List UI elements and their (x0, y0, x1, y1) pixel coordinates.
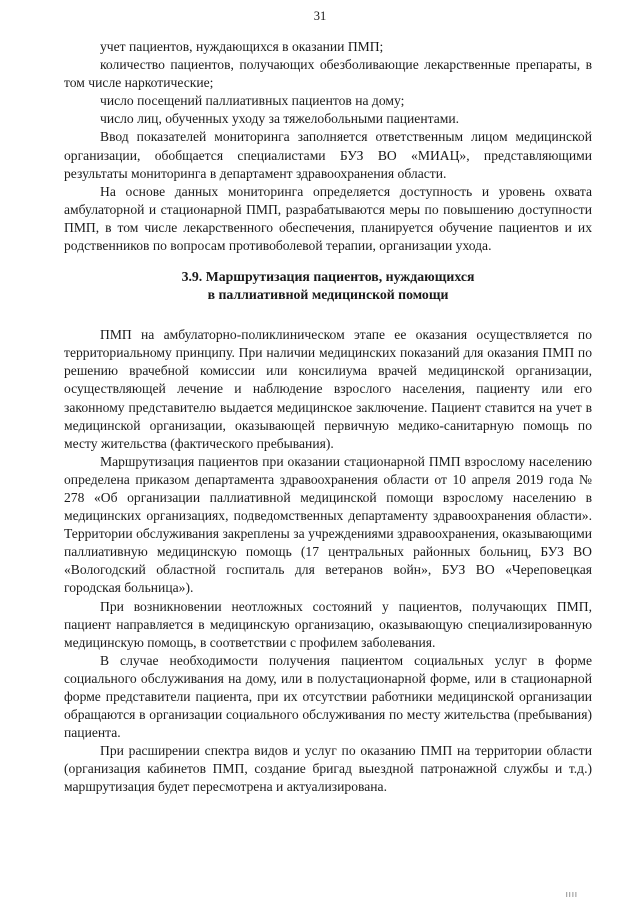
paragraph: Ввод показателей мониторинга заполняется ответственным лицом медицинской организации, обобщается специалистами БУЗ ВО «МИАЦ», представляющими результаты мониторинга в департамент здравоохранения области. (64, 129, 592, 181)
section-heading-line: 3.9. Маршрутизация пациентов, нуждающихся (181, 269, 475, 285)
paragraph: На основе данных мониторинга определяется доступность и уровень охвата амбулаторной и стационарной ПМП, разрабатываются меры по повышению доступности ПМП, в том числе лекарственного обеспечения, планируется обучение пациентов и их родственников по вопросам противоболевой терапии, организации ухода. (64, 183, 592, 254)
scan-mark: IIII (565, 891, 578, 899)
page-number: 31 (313, 9, 327, 23)
paragraph: При расширении спектра видов и услуг по оказанию ПМП на территории области (организация кабинетов ПМП, создание бригад выездной патронажной службы и т.д.) маршрутизация будет пересмотрена и актуализирована. (64, 743, 592, 795)
paragraph: В случае необходимости получения пациентом социальных услуг в форме социального обслуживания на дому, или в полустационарной форме, или в стационарной форме представители пациента, при их отсутствии работники медицинской организации обращаются в организации социального обслуживания по месту жительства (пребывания) пациента. (64, 652, 592, 741)
paragraph: При возникновении неотложных состояний у пациентов, получающих ПМП, пациент направляется в медицинскую организацию, оказывающую специализированную медицинскую помощь, в соответствии с профилем заболевания. (64, 598, 592, 650)
section-heading-line: в паллиативной медицинской помощи (207, 287, 449, 303)
list-item: число посещений паллиативных пациентов на дому; (100, 93, 405, 109)
paragraph: Маршрутизация пациентов при оказании стационарной ПМП взрослому населению определена приказом департамента здравоохранения области от 10 апреля 2019 года № 278 «Об организации паллиативной медицинской помощи взрослому населению в медицинских организациях, подведомственных департаменту здравоохранения области». Территории обслуживания закреплены за учреждениями здравоохранения, оказывающими паллиативную медицинскую помощь (17 центральных районных больниц, БУЗ ВО «Вологодский областной госпиталь для ветеранов войн», БУЗ ВО «Череповецкая городская больница»). (64, 453, 592, 596)
list-item: учет пациентов, нуждающихся в оказании ПМП; (100, 39, 384, 54)
list-item: число лиц, обученных уходу за тяжелобольными пациентами. (100, 111, 460, 127)
list-item: количество пациентов, получающих обезболивающие лекарственные препараты, в том числе наркотические; (64, 57, 592, 91)
document-body (64, 38, 592, 797)
section-heading (64, 268, 592, 304)
paragraph: ПМП на амбулаторно-поликлиническом этапе ее оказания осуществляется по территориальному принципу. При наличии медицинских показаний для оказания ПМП по решению врачебной комиссии или консилиума врачей медицинской организации, осуществляющей лечение и наблюдение взрослого населения, пациенту или его законному представителю выдается медицинское заключение. Пациент ставится на учет в медицинской организации, оказывающей первичную медико-санитарную помощь по месту жительства (фактического пребывания). (64, 327, 592, 451)
